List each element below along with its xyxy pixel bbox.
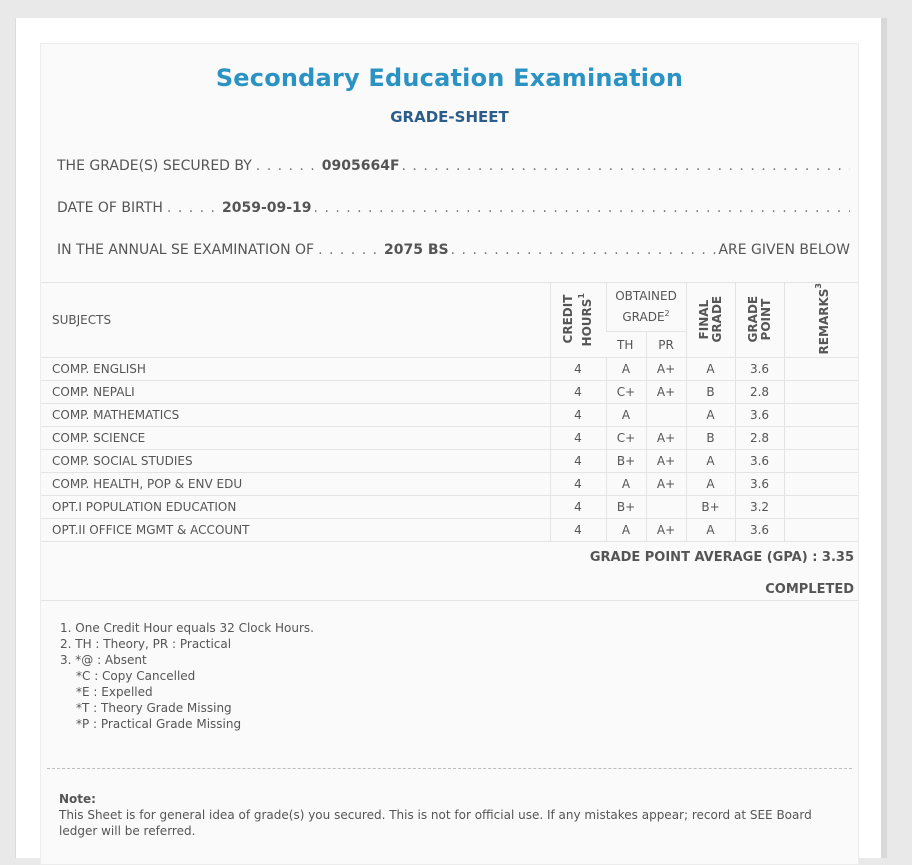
remarks-cell — [784, 496, 858, 519]
gpa-summary: GRADE POINT AVERAGE (GPA) : 3.35 — [589, 550, 854, 565]
table-row — [41, 427, 858, 450]
table-row — [41, 381, 858, 404]
remarks-cell — [784, 404, 858, 427]
footnote-item: 1. One Credit Hour equals 32 Clock Hours. — [60, 621, 314, 635]
credit-hours-cell: 4 — [550, 496, 606, 519]
grade-point-cell: 3.6 — [735, 519, 784, 542]
final-grade-cell: A — [686, 404, 735, 427]
practical-grade-cell: A+ — [646, 519, 686, 542]
secured-by-label: THE GRADE(S) SECURED BY — [57, 158, 252, 174]
grade-point-cell: 3.2 — [735, 496, 784, 519]
dob-value: 2059-09-19 — [221, 200, 312, 216]
grade-point-cell: 2.8 — [735, 381, 784, 404]
dob-label: DATE OF BIRTH — [57, 200, 163, 216]
footnotes — [60, 620, 314, 732]
header-final-grade: FINAL GRADE — [686, 283, 735, 358]
practical-grade-cell — [646, 496, 686, 519]
credit-hours-cell: 4 — [550, 519, 606, 542]
subject-cell: COMP. NEPALI — [41, 381, 550, 404]
theory-grade-cell: B+ — [606, 450, 646, 473]
grades-table — [41, 282, 858, 542]
table-row — [41, 450, 858, 473]
absent-code-item: *T : Theory Grade Missing — [76, 701, 232, 715]
table-row — [41, 404, 858, 427]
dob-line: DATE OF BIRTH . . . . . 2059-09-19 . . . — [57, 200, 850, 220]
grade-sheet — [40, 43, 859, 865]
exam-label: IN THE ANNUAL SE EXAMINATION OF — [57, 242, 315, 258]
subject-cell: OPT.I POPULATION EDUCATION — [41, 496, 550, 519]
practical-grade-cell: A+ — [646, 358, 686, 381]
credit-hours-cell: 4 — [550, 404, 606, 427]
exam-title: Secondary Education Examination — [215, 64, 684, 92]
subject-cell: OPT.II OFFICE MGMT & ACCOUNT — [41, 519, 550, 542]
absent-code-item: *C : Copy Cancelled — [76, 669, 196, 683]
header-obtained-grade: OBTAINED GRADE$^2$ — [606, 283, 686, 332]
note-text: This Sheet is for general idea of grade(s) you secured. This is not for official use. If any mistakes appear; record at SEE Board ledger will be referred. — [59, 808, 812, 838]
final-grade-cell: B+ — [686, 496, 735, 519]
table-row — [41, 358, 858, 381]
subject-cell: COMP. SOCIAL STUDIES — [41, 450, 550, 473]
remarks-cell — [784, 473, 858, 496]
grade-point-cell: 3.6 — [735, 473, 784, 496]
final-grade-cell: B — [686, 381, 735, 404]
remarks-cell — [784, 450, 858, 473]
note-heading: Note: — [59, 792, 96, 806]
exam-year: 2075 BS — [384, 242, 449, 258]
final-grade-cell: A — [686, 473, 735, 496]
footnote-item: 3. *@ : Absent — [60, 653, 147, 667]
subject-cell: COMP. MATHEMATICS — [41, 404, 550, 427]
header-remarks: REMARKS$^3$ — [784, 283, 858, 358]
exam-line: IN THE ANNUAL SE EXAMINATION OF . . . . . . 2075 BS . . . ARE GIVEN BELOW — [57, 242, 850, 262]
theory-grade-cell: C+ — [606, 427, 646, 450]
result-status: COMPLETED — [765, 582, 854, 597]
theory-grade-cell: A — [606, 519, 646, 542]
theory-grade-cell: A — [606, 358, 646, 381]
grade-point-cell: 3.6 — [735, 404, 784, 427]
given-below-label: ARE GIVEN BELOW — [718, 242, 850, 258]
header-subjects: SUBJECTS — [41, 283, 550, 358]
subject-cell: COMP. SCIENCE — [41, 427, 550, 450]
table-row — [41, 473, 858, 496]
final-grade-cell: A — [686, 358, 735, 381]
grade-point-cell: 3.6 — [735, 358, 784, 381]
practical-grade-cell: A+ — [646, 427, 686, 450]
credit-hours-cell: 4 — [550, 427, 606, 450]
secured-by-line: THE GRADE(S) SECURED BY . . . . . . 0905664F . . . — [57, 158, 850, 178]
subject-cell: COMP. HEALTH, POP & ENV EDU — [41, 473, 550, 496]
symbol-number: 0905664F — [321, 158, 400, 174]
final-grade-cell: A — [686, 519, 735, 542]
subject-cell: COMP. ENGLISH — [41, 358, 550, 381]
theory-grade-cell: A — [606, 473, 646, 496]
credit-hours-cell: 4 — [550, 450, 606, 473]
practical-grade-cell: A+ — [646, 473, 686, 496]
header-th: TH — [606, 331, 646, 358]
remarks-cell — [784, 381, 858, 404]
header-grade-point: GRADE POINT — [735, 283, 784, 358]
absent-code-item: *P : Practical Grade Missing — [76, 717, 242, 731]
credit-hours-cell: 4 — [550, 473, 606, 496]
dashed-divider — [47, 768, 852, 769]
final-grade-cell: B — [686, 427, 735, 450]
theory-grade-cell: C+ — [606, 381, 646, 404]
page-frame — [15, 18, 887, 858]
footnote-item: 2. TH : Theory, PR : Practical — [60, 637, 232, 651]
practical-grade-cell: A+ — [646, 381, 686, 404]
grade-point-cell: 3.6 — [735, 450, 784, 473]
remarks-cell — [784, 358, 858, 381]
credit-hours-cell: 4 — [550, 381, 606, 404]
credit-hours-cell: 4 — [550, 358, 606, 381]
practical-grade-cell: A+ — [646, 450, 686, 473]
theory-grade-cell: A — [606, 404, 646, 427]
table-row — [41, 519, 858, 542]
theory-grade-cell: B+ — [606, 496, 646, 519]
remarks-cell — [784, 427, 858, 450]
final-grade-cell: A — [686, 450, 735, 473]
sheet-subtitle: GRADE-SHEET — [390, 108, 509, 126]
table-row — [41, 496, 858, 519]
absent-code-item: *E : Expelled — [76, 685, 153, 699]
practical-grade-cell — [646, 404, 686, 427]
header-credit-hours: CREDIT HOURS$^1$ — [550, 283, 606, 358]
grade-point-cell: 2.8 — [735, 427, 784, 450]
remarks-cell — [784, 519, 858, 542]
header-pr: PR — [646, 331, 686, 358]
divider — [41, 600, 858, 601]
